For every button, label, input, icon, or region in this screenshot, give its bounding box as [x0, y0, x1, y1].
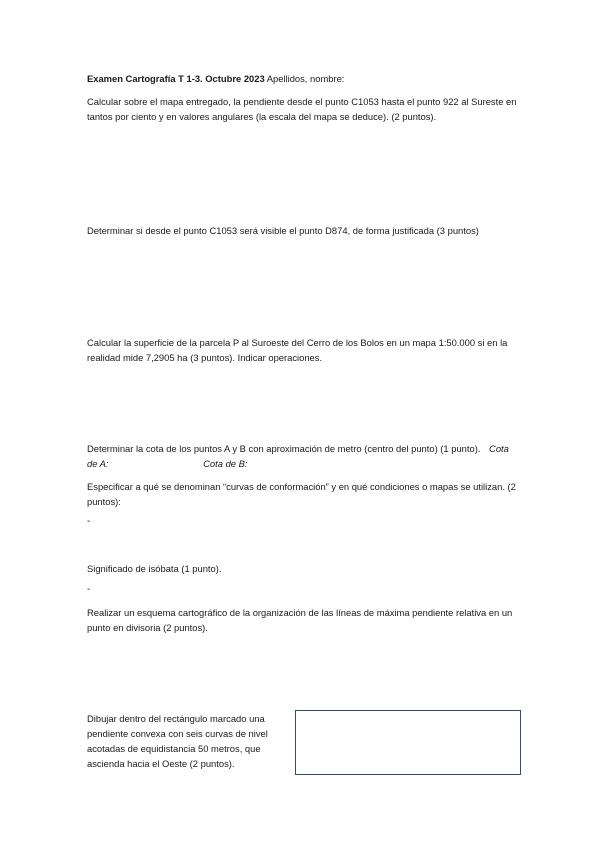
student-name-field: Apellidos, nombre:	[266, 73, 345, 84]
question-7: Realizar un esquema cartográfico de la organización de las líneas de máxima pendiente relativa en un punto en divisoria (2 puntos).	[87, 607, 513, 633]
question-8: Dibujar dentro del rectángulo marcado una pendiente convexa con seis curvas de nivel acotadas de equidistancia 50 metros, que ascienda hacia el Oeste (2 puntos).	[87, 713, 268, 769]
question-4	[87, 441, 517, 471]
question-6: Significado de isóbata (1 punto).	[87, 563, 222, 574]
cota-a-label: Cota de A:	[87, 443, 509, 469]
question-3: Calcular la superficie de la parcela P al Suroeste del Cerro de los Bolos en un mapa 1:50.000 si en la realidad mide 7,2905 ha (3 puntos). Indicar operaciones.	[87, 337, 508, 363]
question-4-text: Determinar la cota de los puntos A y B con aproximación de metro (centro del punto) (1 punto).	[87, 443, 481, 454]
answer-dash-6: -	[87, 584, 91, 595]
question-1: Calcular sobre el mapa entregado, la pendiente desde el punto C1053 hasta el punto 922 al Sureste en tantos por ciento y en valores angulares (la escala del mapa se deduce). (2 puntos).	[87, 96, 517, 122]
question-5: Especificar a qué se denominan “curvas de conformación” y en qué condiciones o mapas se utilizan. (2 puntos):	[87, 481, 516, 507]
drawing-rectangle[interactable]	[295, 710, 521, 775]
exam-header	[87, 71, 517, 86]
exam-title: Examen Cartografía T 1-3. Octubre 2023	[87, 73, 265, 84]
answer-dash-5: -	[87, 516, 91, 527]
question-2: Determinar si desde el punto C1053 será visible el punto D874, de forma justificada (3 puntos)	[87, 225, 479, 236]
cota-b-label: Cota de B:	[203, 458, 248, 469]
